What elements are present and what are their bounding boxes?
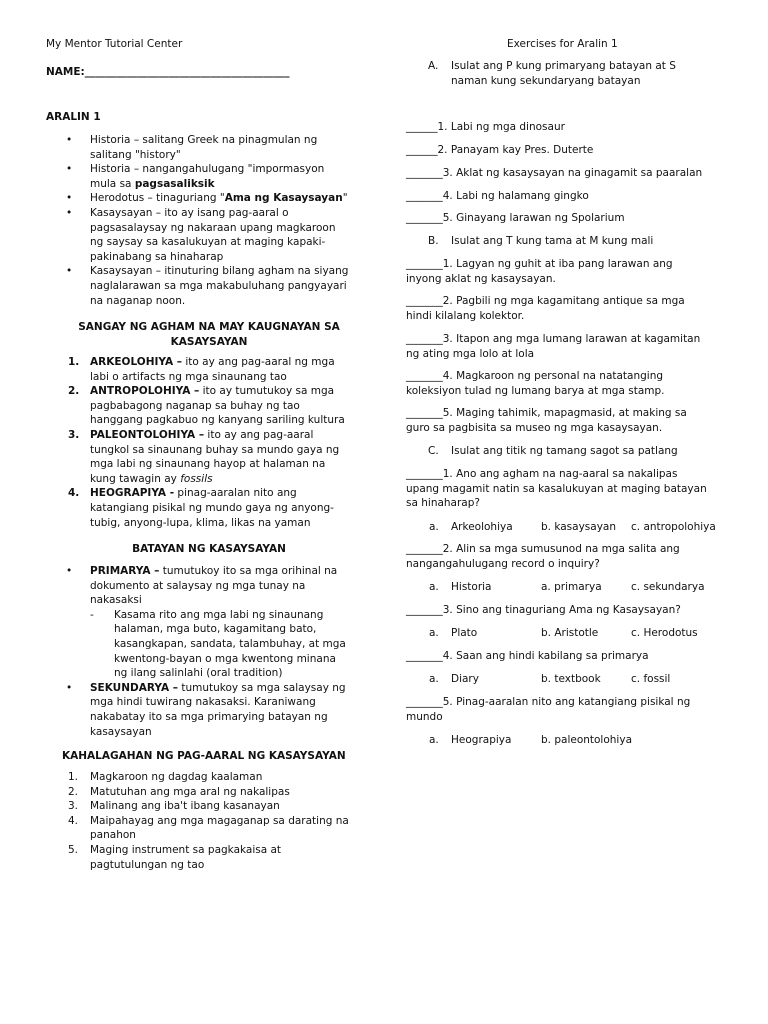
a-item-1: ______1. Labi ng mga dinosaur bbox=[406, 121, 565, 133]
bullet-icon: • bbox=[66, 206, 73, 219]
a-item-2: ______2. Panayam kay Pres. Duterte bbox=[406, 144, 594, 156]
bullet-icon: • bbox=[66, 681, 73, 694]
name-blank-line: _______________________________________ bbox=[84, 66, 290, 78]
center-name: My Mentor Tutorial Center bbox=[46, 38, 183, 50]
bullet-item: • Historia – nangangahulugang "impormasyon mula sa pagsasaliksik bbox=[66, 163, 325, 190]
bullet-icon: • bbox=[66, 192, 73, 205]
section-c-instructions: Isulat ang titik ng tamang sagot sa patlang bbox=[451, 445, 678, 457]
kahalagahan-list bbox=[68, 770, 380, 872]
bullet-item: • Kasaysayan – ito ay isang pag-aaral o pagsasalaysay ng nakaraan upang magkaroon ng saysay sa kasalukuyan at maging kapaki- pakinabang sa hinaharap bbox=[66, 206, 336, 263]
bullet-icon: • bbox=[66, 265, 73, 278]
list-item: 3. PALEONTOLOHIYA – ito ay ang pag-aaral tungkol sa sinaunang buhay sa mundo gaya ng mga labi ng sinaunang hayop at halaman na kung tawagin ay fossils bbox=[68, 428, 340, 485]
section-a-letter: A. bbox=[428, 60, 439, 72]
c-question-5: _______5. Pinag-aaralan nito ang katangiang pisikal ng mundo bbox=[406, 696, 691, 723]
sub-item: - Kasama rito ang mga labi ng sinaunang halaman, mga buto, kagamitang bato, kasangkapan, sandata, talambuhay, at mga kwentong-bayan o mga kwentong minana ng ilang salinlahi (oral tradition) bbox=[90, 608, 346, 680]
exercises-title: Exercises for Aralin 1 bbox=[507, 38, 618, 50]
bullet-item: • Historia – salitang Greek na pinagmulan ng salitang "history" bbox=[66, 134, 318, 161]
bullet-item: • SEKUNDARYA – tumutukoy sa mga salaysay ng mga hindi tuwirang nakasaksi. Karaniwang nakabatay ito sa mga primarying batayan ng kasaysayan bbox=[66, 681, 346, 738]
section-b-letter: B. bbox=[428, 235, 439, 247]
name-label: NAME: bbox=[46, 66, 85, 78]
list-item: 4. HEOGRAPIYA - pinag-aaralan nito ang katangiang pisikal ng mundo gaya ng anyong- tubig, anyong-lupa, klima, likas na yaman bbox=[68, 487, 334, 529]
c-question-3: _______3. Sino ang tinaguriang Ama ng Kasaysayan? bbox=[406, 604, 681, 616]
c-question-1: _______1. Ano ang agham na nag-aaral sa nakalipas upang magamit natin sa kasalukuyan at maging batayan sa hinaharap? bbox=[406, 468, 707, 510]
b-item-5: _______5. Maging tahimik, mapagmasid, at making sa guro sa pagbisita sa museo ng mga kasaysayan. bbox=[406, 407, 687, 434]
a-item-5: _______5. Ginayang larawan ng Spolarium bbox=[406, 212, 625, 224]
aralin-title: ARALIN 1 bbox=[46, 111, 101, 123]
bullet-icon: • bbox=[66, 134, 73, 146]
a-item-4: _______4. Labi ng halamang gingko bbox=[406, 190, 589, 202]
kahalagahan-heading: KAHALAGAHAN NG PAG-AARAL NG KASAYSAYAN bbox=[62, 750, 346, 762]
section-a-instructions: Isulat ang P kung primaryang batayan at S naman kung sekundaryang batayan bbox=[451, 60, 676, 87]
bullet-item: • Herodotus – tinaguriang "Ama ng Kasaysayan" bbox=[66, 192, 348, 205]
list-item: 4. Maipahayag ang mga magaganap sa darating na panahon bbox=[68, 814, 349, 842]
batayan-list bbox=[66, 564, 380, 739]
list-item: 5. Maging instrument sa pagkakaisa at pagtutulungan ng tao bbox=[68, 843, 282, 871]
b-item-3: _______3. Itapon ang mga lumang larawan at kagamitan ng ating mga lolo at lola bbox=[406, 333, 701, 360]
bullet-item: • PRIMARYA – tumutukoy ito sa mga orihinal na dokumento at salaysay ng mga tunay na nakasaksi - Kasama rito ang mga labi ng sinaunang halaman, mga buto, kagamitang bato, kasangkapan, sandata, talambuhay, at mga kwentong-bayan o mga kwentong minana ng ilang salinlahi (oral tradition) bbox=[90, 564, 380, 681]
c-question-4: _______4. Saan ang hindi kabilang sa primarya bbox=[406, 650, 649, 662]
b-item-4: _______4. Magkaroon ng personal na natatanging koleksiyon tulad ng lumang barya at mga stamp. bbox=[406, 370, 665, 397]
a-item-3: _______3. Aklat ng kasaysayan na ginagamit sa paaralan bbox=[406, 167, 703, 179]
bullet-icon: • bbox=[66, 565, 73, 577]
list-item: 2. Matutuhan ang mga aral ng nakalipas bbox=[68, 785, 290, 798]
name-field-label bbox=[46, 65, 289, 80]
list-item: 3. Malinang ang iba't ibang kasanayan bbox=[68, 800, 280, 813]
section-b-instructions: Isulat ang T kung tama at M kung mali bbox=[451, 235, 654, 247]
bullet-icon: • bbox=[66, 163, 73, 176]
b-item-2: _______2. Pagbili ng mga kagamitang antique sa mga hindi kilalang kolektor. bbox=[406, 295, 685, 322]
definitions-list bbox=[66, 133, 380, 308]
list-item: 1. ARKEOLOHIYA – ito ay ang pag-aaral ng mga labi o artifacts ng mga sinaunang tao bbox=[68, 356, 335, 383]
b-item-1: _______1. Lagyan ng guhit at iba pang larawan ang inyong aklat ng kasaysayan. bbox=[406, 258, 673, 285]
bullet-item: • Kasaysayan – itinuturing bilang agham na siyang naglalarawan sa mga makabuluhang pangyayari na naganap noon. bbox=[66, 265, 349, 307]
sangay-heading: SANGAY NG AGHAM NA MAY KAUGNAYAN SA KASAYSAYAN bbox=[78, 321, 340, 348]
list-item: 1. Magkaroon ng dagdag kaalaman bbox=[68, 771, 263, 783]
c-question-2: _______2. Alin sa mga sumusunod na mga salita ang nangangahulugang record o inquiry? bbox=[406, 543, 680, 570]
batayan-heading: BATAYAN NG KASAYSAYAN bbox=[132, 543, 286, 555]
sangay-list bbox=[68, 355, 380, 530]
section-c-letter: C. bbox=[428, 445, 439, 457]
dash-icon: - bbox=[90, 608, 94, 621]
list-item: 2. ANTROPOLOHIYA – ito ay tumutukoy sa mga pagbabagong naganap sa buhay ng tao hanggang pagkabuo ng kanyang sariling kultura bbox=[68, 385, 345, 427]
